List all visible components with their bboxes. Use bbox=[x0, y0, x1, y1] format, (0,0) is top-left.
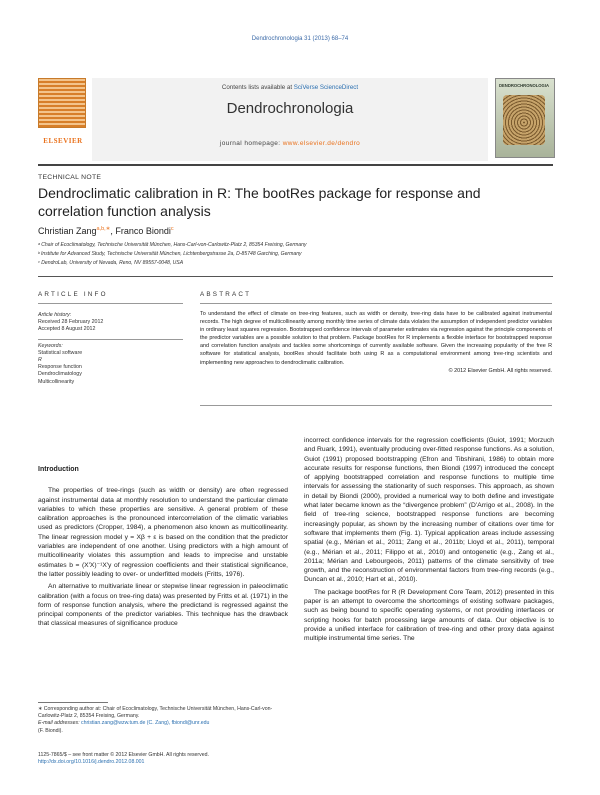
article-title: Dendroclimatic calibration in R: The bootRes package for response and correlation function analysis bbox=[38, 185, 481, 219]
keywords-label: Keywords: bbox=[38, 342, 63, 349]
email-links[interactable]: christian.zang@wzw.tum.de (C. Zang), fbiondi@unr.edu bbox=[80, 720, 210, 727]
history-label: Article history: bbox=[38, 312, 72, 318]
abstract-copyright: © 2012 Elsevier GmbH. All rights reserved. bbox=[448, 367, 552, 374]
doi-link[interactable]: http://dx.doi.org/10.1016/j.dendro.2012.08.001 bbox=[38, 759, 145, 766]
journal-title: Dendrochronologia bbox=[226, 100, 354, 117]
journal-reference[interactable]: Dendrochronologia 31 (2013) 68–74 bbox=[251, 36, 349, 42]
keyword: Statistical software bbox=[38, 349, 83, 356]
affiliation: ᵃ Chair of Ecoclimatology, Technische Universität München, Hans-Carl-von-Carlowitz-Platz 2, 85354 Freising, Germany bbox=[38, 242, 307, 248]
footnote-rule bbox=[38, 702, 108, 703]
elsevier-tree-logo bbox=[38, 78, 84, 136]
history-item: Accepted 8 August 2012 bbox=[38, 326, 96, 333]
abstract-rule bbox=[200, 303, 552, 304]
footnote bbox=[38, 706, 288, 735]
abstract-heading: ABSTRACT bbox=[200, 291, 252, 298]
abstract-text: To understand the effect of climate on tree-ring features, such as width or density, tree-ring data have to be calibrated against instrumental records. The high degree of multicollinearity among monthly time series of climate data violates the assumption of independent predictor variables in ordinary least squares regression. Bootstrapped confidence intervals of parameter estimates via regression against the principle components of the predictor variables are a possible solution to that problem. Package bootRes for R implements a flexible interface for bootstrapped response and correlation function analysis and tackles some shortcomings of currently available software. Given the increasing popularity of the free R software for statistical analysis, bootRes should facilitate both using R as a computational environment among tree-ring scientists and implementing new approaches to dendroclimatic calibration. bbox=[200, 311, 552, 366]
keyword: Response function bbox=[38, 364, 82, 371]
homepage-link[interactable]: www.elsevier.de/dendro bbox=[282, 140, 361, 147]
author-name: Franco Biondi bbox=[115, 226, 171, 236]
contents-prefix: Contents lists available at bbox=[221, 84, 294, 91]
cover-title: DENDROCHRONOLOGIA bbox=[498, 83, 550, 88]
author-list: Christian Zang$^{a,b,∗}$, Franco Biondi$^c$ bbox=[38, 226, 174, 236]
homepage-prefix: journal homepage: bbox=[219, 140, 283, 147]
affiliation: ᶜ DendroLab, University of Nevada, Reno, NV 89557-0048, USA bbox=[38, 260, 184, 266]
body-paragraph: The package bootRes for R (R Development Core Team, 2012) presented in this paper is an attempt to overcome the shortcomings of existing software packages, such as being bound to specific operating systems, or not providing interfaces or scripting hooks for batch processing large amounts of data. Our objective is to provide a unified interface for calibration of tree-ring and other proxy data against multiple instrumental time series. The bbox=[304, 588, 554, 643]
body-paragraph: An alternative to multivariate linear or stepwise linear regression in paleoclimatic calibration (with a focus on tree-ring data) was presented by Fritts et al. (1971) in the form of response function analysis, where the predictand is regressed against the principal components of the predictor variables. This technique has the drawback that classical measures of significance produce bbox=[38, 583, 288, 628]
email-label: E-mail addresses: bbox=[38, 720, 81, 727]
body-paragraph: The properties of tree-rings (such as width or density) are often regressed against instrumental data at monthly resolution to understand the particular climate variables to which these properties are sensitive. A general problem of these calibration approaches is the pronounced intercorrelation of the climatic variables used as predictors (Cropper, 1984), a phenomenon also known as multicollinearity. The linear regression model y = Xβ + ε is based on the condition that the predictor variables are independent of one another. Using predictors with a high amount of multicollinearity violates this assumption and leads to imprecise and unstable estimates b = (X′X)⁻¹X′y of regression coefficients and their statistical significance, the latter possibly leading to over- or underfitted models (Fritts, 1976). bbox=[38, 487, 288, 578]
issn-line: 1125-7865/$ – see front matter © 2012 Elsevier GmbH. All rights reserved. bbox=[38, 752, 209, 758]
history-item: Received 28 February 2012 bbox=[38, 319, 104, 326]
affiliation: ᵇ Institute for Advanced Study, Technische Universität München, Lichtenbergstrasse 2a, D-85748 Garching, Germany bbox=[38, 251, 302, 257]
author-marks[interactable]: a,b,∗ bbox=[96, 226, 111, 232]
body-column-left bbox=[38, 465, 288, 632]
abstract-bottom-rule bbox=[200, 405, 552, 406]
section-divider bbox=[38, 276, 553, 277]
cover-tree-ring-image bbox=[503, 95, 545, 145]
body-paragraph: incorrect confidence intervals for the regression coefficients (Guiot, 1991; Morzuch and Ruark, 1991), eventually producing over-fitted response functions. As a solution, Guiot (1991) proposed bootstrapping (Efron and Tibshirani, 1986) to obtain more accurate results for response functions, then Biondi (1997) introduced the concept of applying bootstrapped correlation and response functions to multiple time intervals for assessing the stationarity of such responses. This approach, as shown in detail by Biondi (2000), provided a numerical way to both define and investigate what later became known as the “divergence problem” (D’Arrigo et al., 2008). In the field of tree-ring science, bootstrapped response functions are becoming increasingly popular, as shown by the increasing number of citations over time for software that implements them (Fig. 1). Typical application areas include assessing spatial (e.g., Mérian et al., 2011; Zang et al., 2011b; Lloyd et al., 2011), temporal (e.g., Mérian et al., 2011; Filippo et al., 2010) and ontogenetic (e.g., Zang et al., 2011a; Mérian and Lebourgeois, 2011) patterns of the climate sensitivity of tree growth, and the reconstruction of environmental factors from tree-ring records (e.g., Duncan et al., 2010; Hart et al., 2010). bbox=[304, 437, 554, 584]
article-info-heading: ARTICLE INFO bbox=[38, 291, 108, 298]
info-rule bbox=[38, 303, 183, 304]
publisher-logo-text: ELSEVIER bbox=[43, 137, 83, 145]
info-rule bbox=[38, 339, 183, 340]
corresponding-author-note: ∗ Corresponding author at: Chair of Ecoclimatology, Technische Universität München, Hans-Carl-von-Carlowitz-Platz 2, 85354 Freising, Germany. bbox=[38, 706, 273, 720]
keyword: Multicollinearity bbox=[38, 378, 75, 385]
author-name: Christian Zang bbox=[38, 226, 97, 236]
contents-availability bbox=[92, 84, 488, 91]
email-tail: (F. Biondi). bbox=[38, 727, 63, 734]
header-divider bbox=[38, 164, 553, 166]
article-type: TECHNICAL NOTE bbox=[38, 174, 102, 181]
introduction-heading: Introduction bbox=[38, 466, 79, 473]
abstract bbox=[200, 310, 552, 375]
article-info bbox=[38, 312, 183, 386]
keyword: R bbox=[38, 357, 42, 364]
journal-homepage bbox=[92, 140, 488, 147]
email-note bbox=[38, 720, 288, 727]
keyword: Dendroclimatology bbox=[38, 371, 82, 378]
sciencedirect-link[interactable]: SciVerse ScienceDirect bbox=[293, 84, 359, 91]
bottom-info bbox=[38, 752, 288, 766]
body-column-right bbox=[304, 436, 554, 647]
author-marks[interactable]: c bbox=[170, 226, 174, 232]
